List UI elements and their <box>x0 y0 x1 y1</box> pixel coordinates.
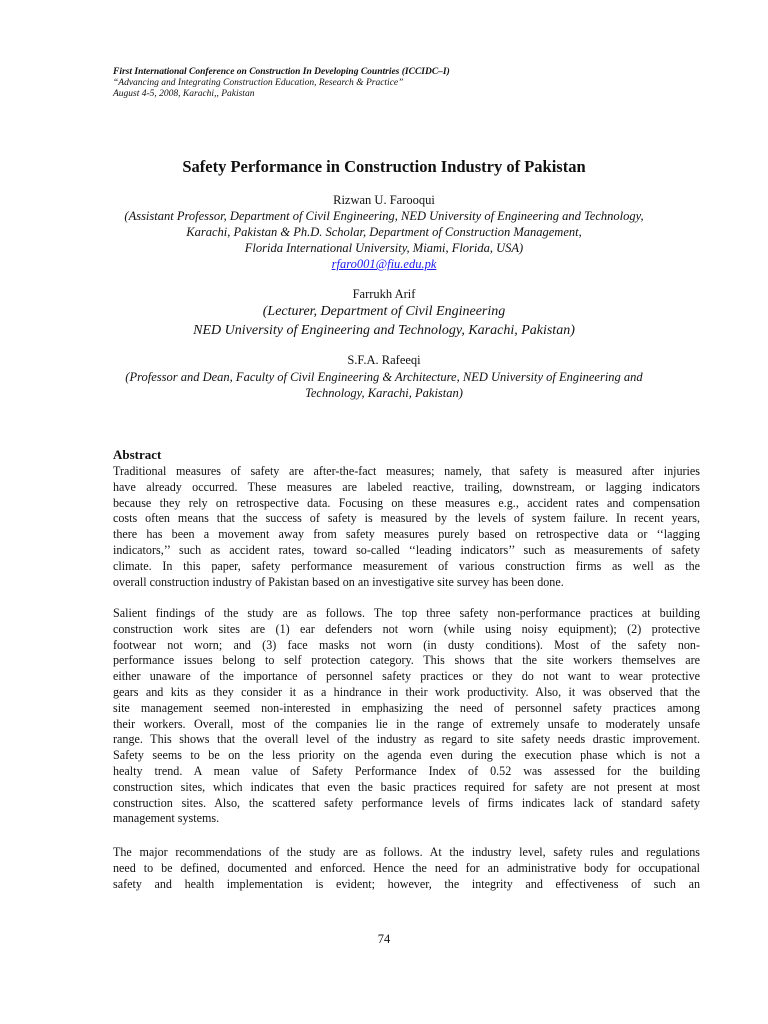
text-line: construction sites, which indicates that even the basic practices required for safety are not present at most <box>113 779 700 794</box>
author-1-name: Rizwan U. Farooqui <box>333 193 435 207</box>
conference-theme: “Advancing and Integrating Construction Education, Research & Practice” <box>113 78 404 88</box>
abstract-paragraph-3 <box>113 845 700 892</box>
text-line: overall construction industry of Pakistan based on an investigative site survey has been done. <box>113 574 564 589</box>
text-line: have already occurred. These measures are labeled reactive, trailing, downstream, or lagging indicators <box>113 479 700 494</box>
text-line: Salient findings of the study are as follows. The top three safety non-performance practices at building <box>113 606 700 620</box>
affiliation-line: Karachi, Pakistan & Ph.D. Scholar, Department of Construction Management, <box>186 225 582 239</box>
text-line: footwear not worn; and (3) face masks not worn (in dusty conditions). Most of the safety non- <box>113 637 700 652</box>
author-3-name: S.F.A. Rafeeqi <box>347 353 421 367</box>
affiliation-line: Florida International University, Miami, Florida, USA) <box>244 241 524 255</box>
text-line: costs often means that the success of safety is measured by the levels of system failure. In recent years, <box>113 511 700 526</box>
affiliation-line: (Assistant Professor, Department of Civil Engineering, NED University of Engineering and Technology, <box>124 209 644 223</box>
page-number: 74 <box>377 932 391 946</box>
text-line: indicators,’’ such as accident rates, toward so-called ‘‘leading indicators’’ such as measurements of safety <box>113 542 700 557</box>
conference-date-location: August 4-5, 2008, Karachi,, Pakistan <box>113 89 255 99</box>
text-line: Safety seems to be on the less priority on the agenda even during the execution phase which is not a <box>113 748 700 763</box>
affiliation-line: (Lecturer, Department of Civil Engineering <box>262 304 506 319</box>
text-line: there has been a movement away from safety measures purely based on retrospective data or ‘‘lagging <box>113 527 700 542</box>
author-2-affiliation <box>0 302 768 340</box>
text-line: healty trend. A mean value of Safety Performance Index of 0.52 was assessed for the building <box>113 763 700 778</box>
affiliation-line: NED University of Engineering and Technology, Karachi, Pakistan) <box>193 323 575 338</box>
text-line: construction work sites are (1) ear defenders not worn (while using noisy equipment); (2) protective <box>113 621 700 636</box>
text-line: performance issues belong to self protection category. This shows that the site workers themselves are <box>113 653 700 668</box>
text-line: management systems. <box>113 811 220 826</box>
text-line: gears and kits as they consider it as a hindrance in their work productivity. Also, it was observed that the <box>113 684 700 699</box>
abstract-paragraph-1 <box>113 464 700 590</box>
conference-header <box>113 67 673 100</box>
conference-title: First International Conference on Construction In Developing Countries (ICCIDC–I) <box>113 67 450 77</box>
author-1-affiliation <box>0 208 768 272</box>
affiliation-line: Technology, Karachi, Pakistan) <box>305 386 463 400</box>
text-line: The major recommendations of the study are as follows. At the industry level, safety rules and regulations <box>113 845 700 859</box>
author-3-affiliation <box>0 369 768 401</box>
text-line: either unaware of the importance of personnel safety practices or they do not want to wear protective <box>113 669 700 684</box>
text-line: range. This shows that the overall level of the industry as regard to site safety needs drastic improvement. <box>113 732 700 747</box>
text-line: safety and health implementation is evident; however, the integrity and effectiveness of such an <box>113 876 700 891</box>
abstract-paragraph-2 <box>113 606 700 827</box>
text-line: because they rely on retrospective data. Focusing on these measures e.g., accident rates and compensation <box>113 495 700 510</box>
paper-title: Safety Performance in Construction Industry of Pakistan <box>182 157 586 176</box>
text-line: site management seemed non-interested in emphasizing the need of personnel safety practices among <box>113 700 700 715</box>
text-line: climate. In this paper, safety performance measurement of various construction firms as well as the <box>113 558 700 573</box>
abstract-heading: Abstract <box>113 447 162 462</box>
text-line: need to be defined, documented and enforced. Hence the need for an administrative body for occupational <box>113 860 700 875</box>
text-line: their workers. Overall, most of the companies lie in the range of extremely unsafe to moderately unsafe <box>113 716 700 731</box>
author-2-name: Farrukh Arif <box>352 287 416 301</box>
author-1-email-link[interactable]: rfaro001@fiu.edu.pk <box>331 257 437 271</box>
text-line: construction sites. Also, the scattered safety performance levels of firms indicates lack of standard safety <box>113 795 700 810</box>
affiliation-line: (Professor and Dean, Faculty of Civil Engineering & Architecture, NED University of Engineering and <box>125 370 643 384</box>
text-line: Traditional measures of safety are after-the-fact measures; namely, that safety is measured after injuries <box>113 464 700 478</box>
